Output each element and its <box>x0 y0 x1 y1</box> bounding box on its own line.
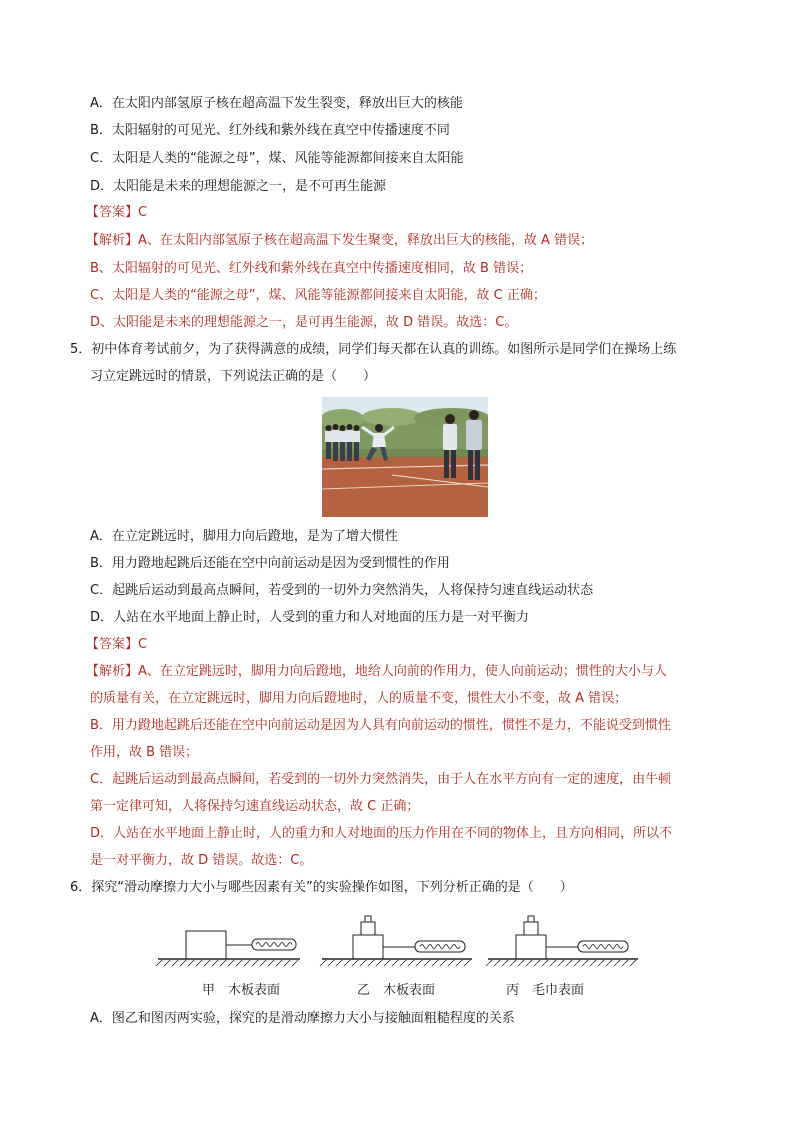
q4-option-a: A．在太阳内部氢原子核在超高温下发生裂变，释放出巨大的核能 <box>90 96 463 111</box>
q5-analysis-line-2: 的质量有关，在立定跳远时，脚用力向后蹬地时，人的质量不变，惯性大小不变，故 A 错误； <box>90 691 628 706</box>
friction-experiment-diagram <box>150 902 650 982</box>
q5-option-b: B．用力蹬地起跳后还能在空中向前运动是因为受到惯性的作用 <box>90 556 450 571</box>
analysis-tag: 【解析】 <box>86 664 139 679</box>
q5-analysis-line-6: 第一定律可知，人将保持匀速直线运动状态，故 C 正确； <box>90 799 420 814</box>
friction-diagram-svg <box>150 902 650 982</box>
q4-analysis-line-1 <box>86 232 593 250</box>
q5-analysis-line-5: C．起跳后运动到最高点瞬间，若受到的一切外力突然消失，由于人在水平方向有一定的速度，由牛顿 <box>90 772 672 787</box>
q5-answer <box>86 636 147 654</box>
q5-analysis-line-3: B．用力蹬地起跳后还能在空中向前运动是因为人具有向前运动的惯性，惯性不是力，不能说受到惯性 <box>90 718 671 733</box>
q6-option-a: A．图乙和图丙两实验，探究的是滑动摩擦力大小与接触面粗糙程度的关系 <box>90 1011 515 1026</box>
q5-analysis-line-7: D．人站在水平地面上静止时，人的重力和人对地面的压力作用在不同的物体上，且方向相同，所以不 <box>90 826 673 841</box>
caption-jia: 甲 木板表面 <box>202 983 281 998</box>
q5-option-a: A．在立定跳远时，脚用力向后蹬地，是为了增大惯性 <box>90 529 398 544</box>
q5-stem-line-1: 5．初中体育考试前夕，为了获得满意的成绩，同学们每天都在认真的训练。如图所示是同学们在操场上练 <box>70 342 677 357</box>
analysis-tag: 【解析】 <box>86 233 139 248</box>
q5-analysis-line-4: 作用，故 B 错误； <box>90 745 199 760</box>
q4-analysis-line-2: B、太阳辐射的可见光、红外线和紫外线在真空中传播速度相同，故 B 错误； <box>90 261 533 276</box>
answer-tag: 【答案】 <box>86 637 139 652</box>
caption-bing: 丙 毛巾表面 <box>506 983 585 998</box>
answer-value: C <box>138 205 148 220</box>
answer-tag: 【答案】 <box>86 205 139 220</box>
q4-analysis-line-3: C、太阳是人类的“能源之母”，煤、风能等能源都间接来自太阳能，故 C 正确； <box>90 288 546 303</box>
q4-option-c: C．太阳是人类的“能源之母”，煤、风能等能源都间接来自太阳能 <box>90 151 464 166</box>
q4-option-d: D．太阳能是未来的理想能源之一，是不可再生能源 <box>90 179 387 194</box>
analysis-text: A、在立定跳远时，脚用力向后蹬地，地给人向前的作用力，使人向前运动；惯性的大小与人 <box>138 664 667 679</box>
caption-yi: 乙 木板表面 <box>357 983 436 998</box>
q5-option-d: D．人站在水平地面上静止时，人受到的重力和人对地面的压力是一对平衡力 <box>90 610 530 625</box>
standing-long-jump-photo <box>322 397 488 517</box>
q5-analysis-line-1 <box>86 663 667 681</box>
q5-analysis-line-8: 是一对平衡力，故 D 错误。故选：C。 <box>90 853 313 868</box>
analysis-text: A、在太阳内部氢原子核在超高温下发生聚变，释放出巨大的核能，故 A 错误； <box>138 233 594 248</box>
q4-answer <box>86 204 147 222</box>
q6-stem: 6．探究“滑动摩擦力大小与哪些因素有关”的实验操作如图，下列分析正确的是（ ） <box>70 880 573 895</box>
answer-value: C <box>138 637 148 652</box>
photo-illustration <box>322 397 488 517</box>
q4-option-b: B．太阳辐射的可见光、红外线和紫外线在真空中传播速度不同 <box>90 123 450 138</box>
q5-option-c: C．起跳后运动到最高点瞬间，若受到的一切外力突然消失，人将保持匀速直线运动状态 <box>90 583 594 598</box>
q5-stem-line-2: 习立定跳远时的情景，下列说法正确的是（ ） <box>90 369 377 384</box>
q4-analysis-line-4: D、太阳能是未来的理想能源之一，是可再生能源，故 D 错误。故选：C。 <box>90 315 518 330</box>
